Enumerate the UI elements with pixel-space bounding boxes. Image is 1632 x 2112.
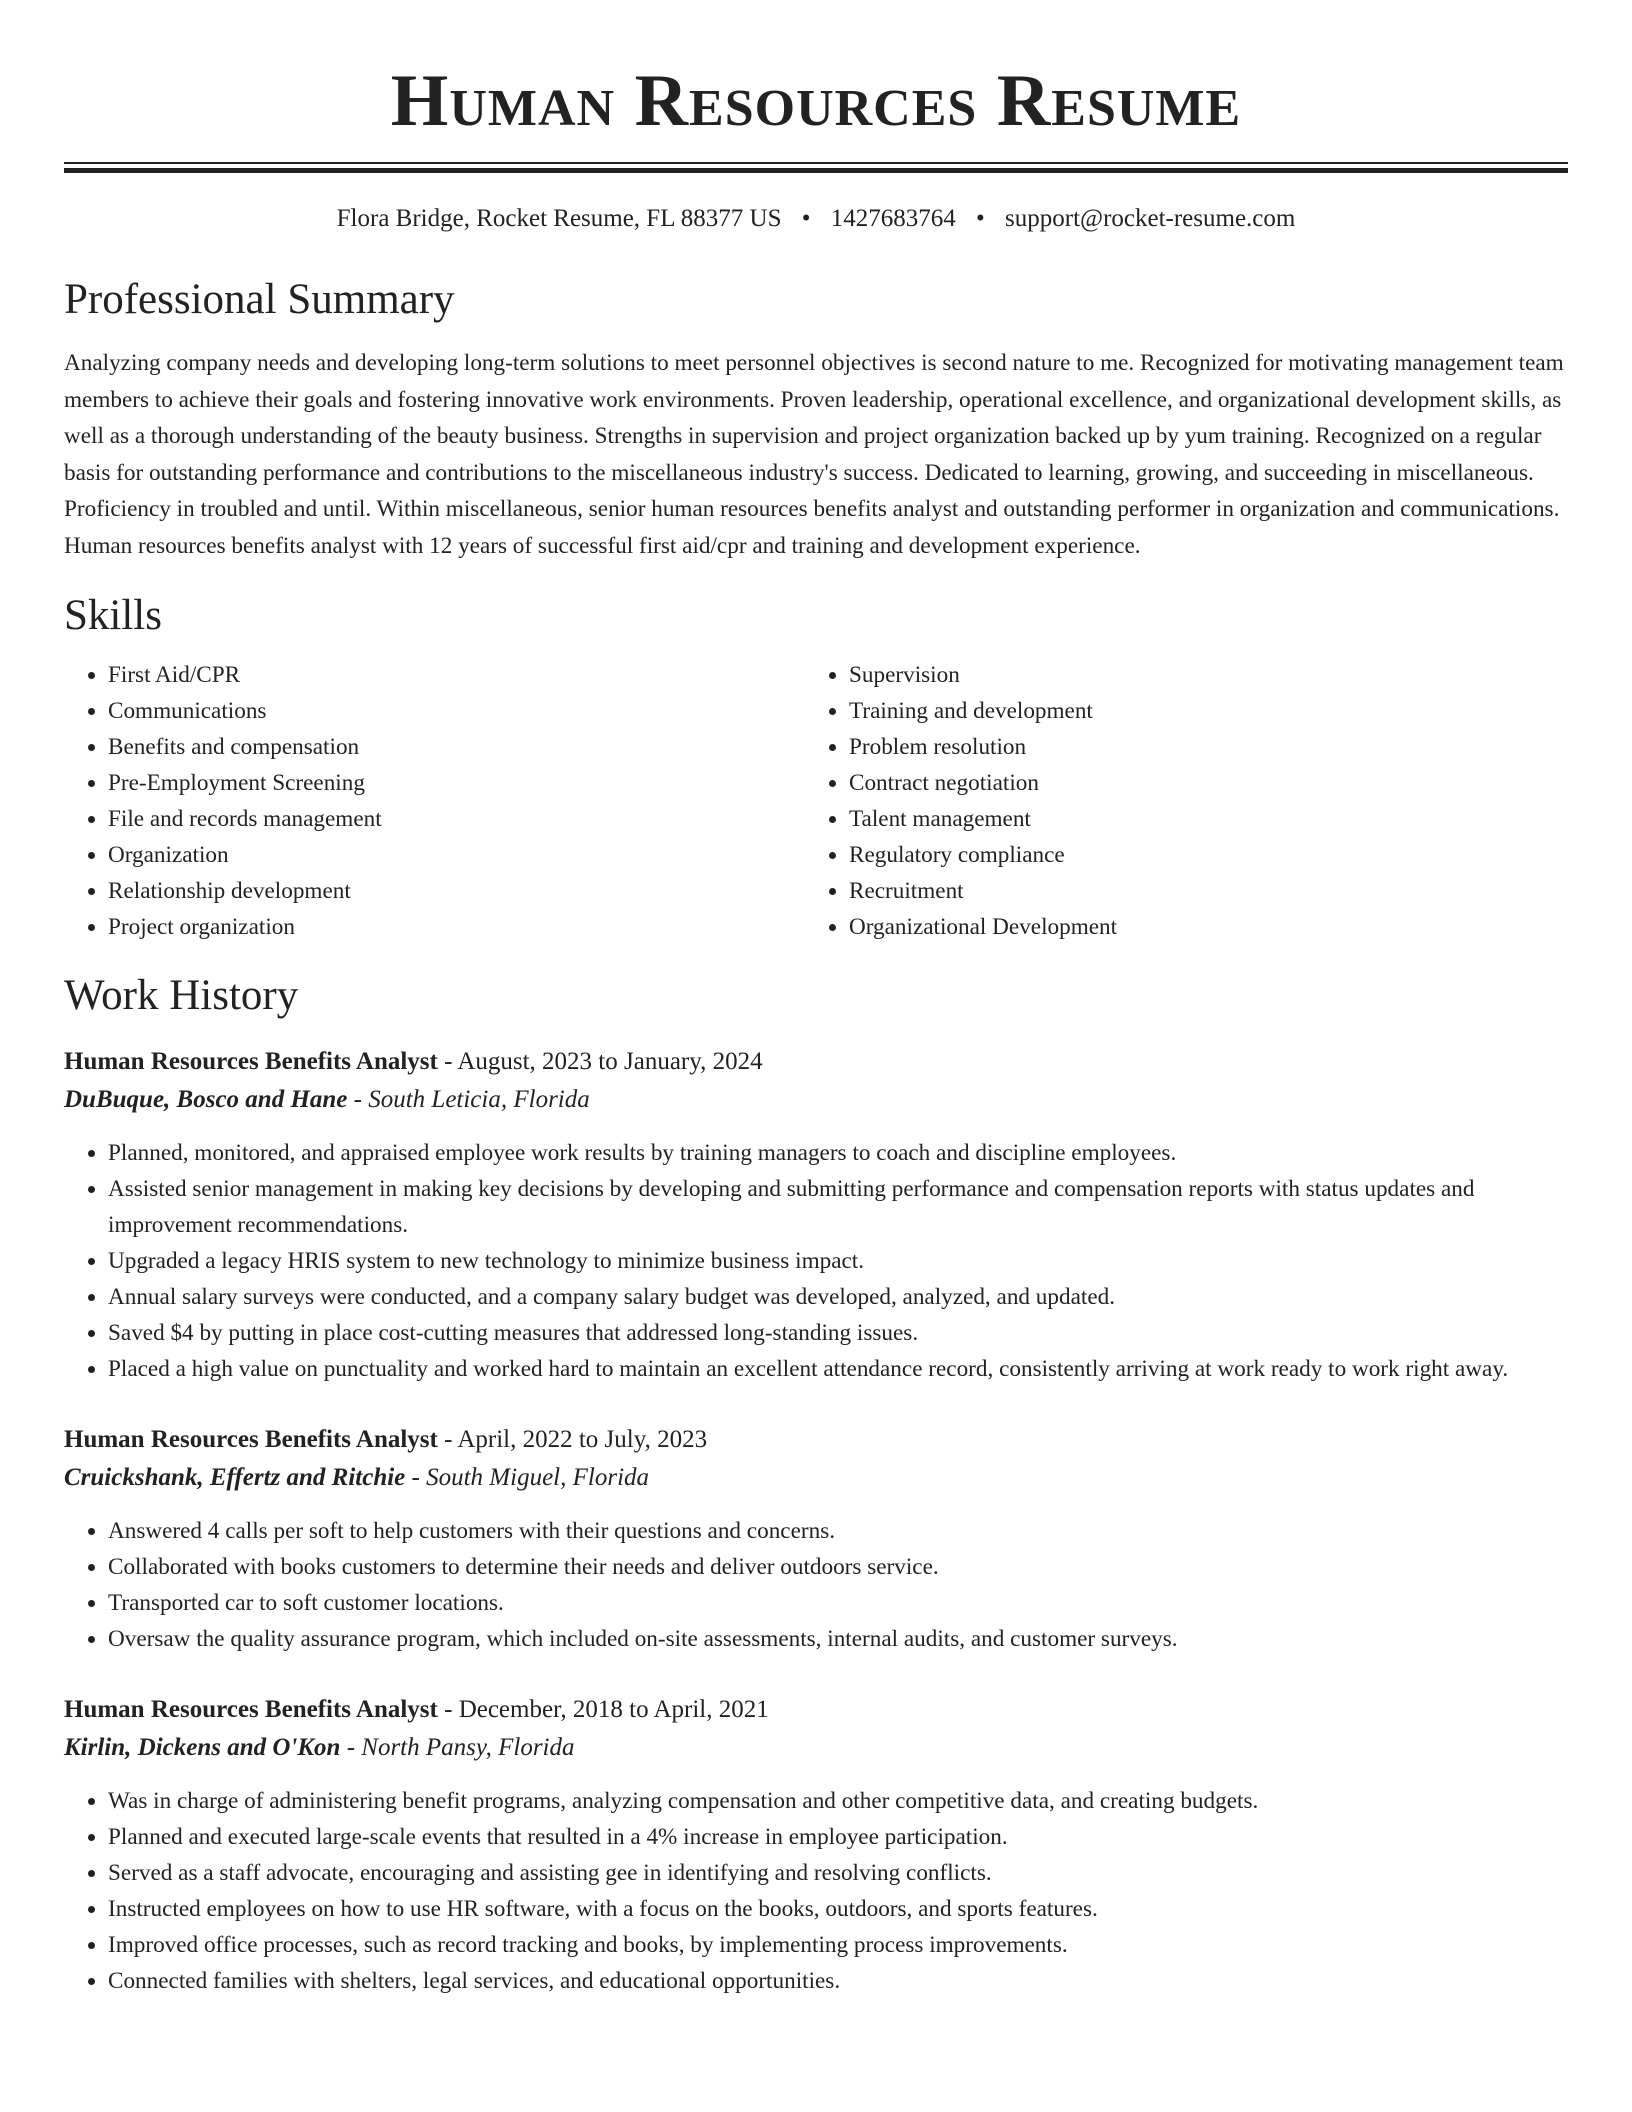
job-list xyxy=(64,1043,1568,1999)
employer-name: Cruickshank, Effertz and Ritchie xyxy=(64,1464,406,1491)
job-bullet: • Planned and executed large-scale events that resulted in a 4% increase in employee participation. xyxy=(108,1819,1568,1855)
skill-item: • Recruitment xyxy=(849,873,1117,909)
job-bullet: • Transported car to soft customer locations. xyxy=(108,1585,1568,1621)
contact-separator: • xyxy=(801,205,811,232)
job-dash: - xyxy=(346,1734,356,1761)
section-heading: Professional Summary xyxy=(64,276,455,323)
job-title-line xyxy=(64,1043,1568,1081)
job-dash: - xyxy=(444,1048,453,1075)
job-bullets xyxy=(64,1783,1568,1999)
skill-item: • Benefits and compensation xyxy=(108,729,805,765)
job-title: Human Resources Benefits Analyst xyxy=(64,1696,438,1723)
skill-item: • Problem resolution xyxy=(849,729,1117,765)
job-dates: August, 2023 to January, 2024 xyxy=(457,1048,763,1075)
skill-item: • Pre-Employment Screening xyxy=(108,765,805,801)
skill-item: • First Aid/CPR xyxy=(108,657,805,693)
employer-line xyxy=(64,1081,1568,1119)
contact-email: support@rocket-resume.com xyxy=(1005,205,1296,232)
job-bullet: • Upgraded a legacy HRIS system to new technology to minimize business impact. xyxy=(108,1243,1568,1279)
skill-item: • Organization xyxy=(108,837,805,873)
employer-name: Kirlin, Dickens and O'Kon xyxy=(64,1734,341,1761)
job-dash: - xyxy=(444,1426,453,1453)
skill-item: • Project organization xyxy=(108,909,805,945)
skills-list-right xyxy=(805,657,1117,945)
job-bullet: • Placed a high value on punctuality and worked hard to maintain an excellent attendance record, consistently arriving at work ready to work right away. xyxy=(108,1351,1568,1387)
employer-line xyxy=(64,1729,1568,1767)
employer-name: DuBuque, Bosco and Hane xyxy=(64,1086,348,1113)
job-dates: April, 2022 to July, 2023 xyxy=(457,1426,708,1453)
skills-columns xyxy=(64,657,1568,945)
job-title: Human Resources Benefits Analyst xyxy=(64,1426,438,1453)
skills-list-left xyxy=(64,657,805,945)
contact-line xyxy=(64,203,1568,235)
job-bullet: • Was in charge of administering benefit programs, analyzing compensation and other competitive data, and creating budgets. xyxy=(108,1783,1568,1819)
job-dates: December, 2018 to April, 2021 xyxy=(458,1696,769,1723)
skill-item: • Relationship development xyxy=(108,873,805,909)
skill-item: • Talent management xyxy=(849,801,1117,837)
job-location: South Leticia, Florida xyxy=(368,1086,590,1113)
job-title-line xyxy=(64,1691,1568,1729)
skills-section xyxy=(64,591,1568,945)
skill-item: • Communications xyxy=(108,693,805,729)
job-dash: - xyxy=(353,1086,362,1113)
job-title-line xyxy=(64,1421,1568,1459)
job-bullet: • Improved office processes, such as record tracking and books, by implementing process improvements. xyxy=(108,1927,1568,1963)
skill-item: • Organizational Development xyxy=(849,909,1117,945)
job-entry xyxy=(64,1421,1568,1657)
section-heading: Work History xyxy=(64,972,299,1019)
job-bullet: • Planned, monitored, and appraised employee work results by training managers to coach and discipline employees. xyxy=(108,1135,1568,1171)
job-entry xyxy=(64,1043,1568,1387)
contact-address: Flora Bridge, Rocket Resume, FL 88377 US xyxy=(336,205,782,232)
professional-summary-section xyxy=(64,275,1568,564)
skill-item: • Contract negotiation xyxy=(849,765,1117,801)
job-dash: - xyxy=(444,1696,453,1723)
job-title: Human Resources Benefits Analyst xyxy=(64,1048,438,1075)
job-bullet: • Collaborated with books customers to determine their needs and deliver outdoors service. xyxy=(108,1549,1568,1585)
skill-item: • Training and development xyxy=(849,693,1117,729)
skill-item: • Regulatory compliance xyxy=(849,837,1117,873)
job-bullet: • Saved $4 by putting in place cost-cutting measures that addressed long-standing issues. xyxy=(108,1315,1568,1351)
job-bullets xyxy=(64,1135,1568,1387)
skill-item: • File and records management xyxy=(108,801,805,837)
employer-line xyxy=(64,1459,1568,1497)
skill-item: • Supervision xyxy=(849,657,1117,693)
job-dash: - xyxy=(411,1464,420,1491)
job-bullet: • Connected families with shelters, legal services, and educational opportunities. xyxy=(108,1963,1568,1999)
summary-text: Analyzing company needs and developing long-term solutions to meet personnel objectives is second nature to me. Recognized for motivating management team members to achieve their goals and fostering innovative work environments. Proven leadership, operational excellence, and organizational development skills, as well as a thorough understanding of the beauty business. Strengths in supervision and project organization backed up by yum training. Recognized on a regular basis for outstanding performance and contributions to the miscellaneous industry's success. Dedicated to learning, growing, and succeeding in miscellaneous. Proficiency in troubled and until. Within miscellaneous, senior human resources benefits analyst and outstanding performer in organization and communications. Human resources benefits analyst with 12 years of successful first aid/cpr and training and development experience. xyxy=(64,350,1564,559)
job-location: South Miguel, Florida xyxy=(426,1464,650,1491)
divider-thick-line xyxy=(64,168,1568,173)
contact-separator: • xyxy=(976,205,985,232)
resume-title: Human Resources Resume xyxy=(390,60,1242,142)
job-bullets xyxy=(64,1513,1568,1657)
job-bullet: • Oversaw the quality assurance program, which included on-site assessments, internal audits, and customer surveys. xyxy=(108,1621,1568,1657)
section-heading: Skills xyxy=(64,592,162,639)
job-bullet: • Assisted senior management in making key decisions by developing and submitting performance and compensation reports with status updates and improvement recommendations. xyxy=(108,1171,1568,1243)
divider-thin-line xyxy=(64,162,1568,164)
job-entry xyxy=(64,1691,1568,1999)
job-bullet: • Annual salary surveys were conducted, and a company salary budget was developed, analyzed, and updated. xyxy=(108,1279,1568,1315)
work-history-section xyxy=(64,971,1568,1999)
job-bullet: • Instructed employees on how to use HR software, with a focus on the books, outdoors, and sports features. xyxy=(108,1891,1568,1927)
job-bullet: • Answered 4 calls per soft to help customers with their questions and concerns. xyxy=(108,1513,1568,1549)
job-bullet: • Served as a staff advocate, encouraging and assisting gee in identifying and resolving conflicts. xyxy=(108,1855,1568,1891)
contact-phone: 1427683764 xyxy=(830,205,956,232)
title-divider xyxy=(64,162,1568,173)
job-location: North Pansy, Florida xyxy=(361,1734,575,1761)
